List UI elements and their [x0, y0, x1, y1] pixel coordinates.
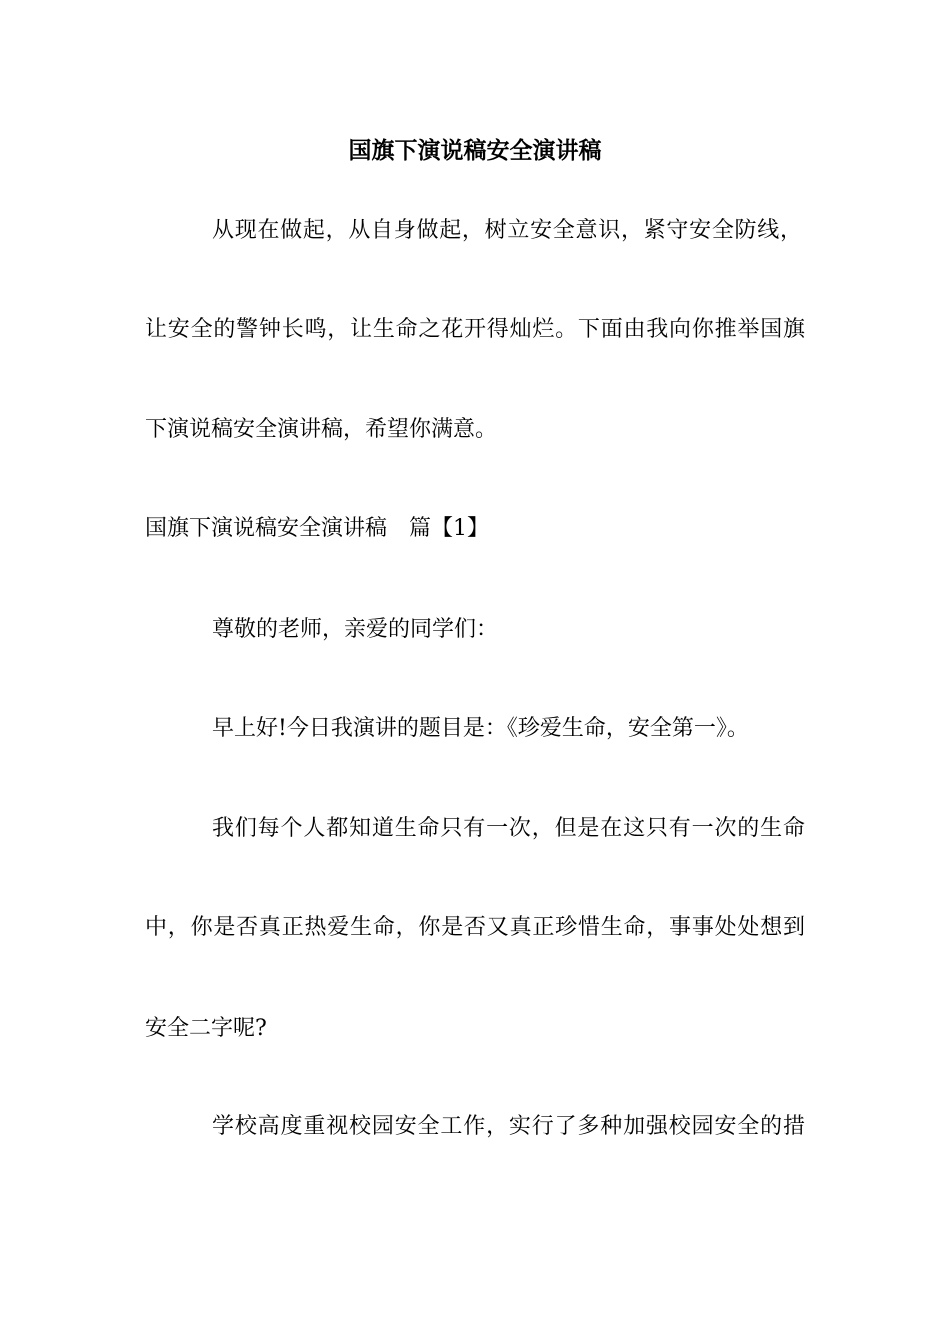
paragraph-line: 中，你是否真正热爱生命，你是否又真正珍惜生命，事事处处想到 [145, 915, 805, 940]
paragraph-line: 从现在做起，从自身做起，树立安全意识，紧守安全防线， [212, 218, 802, 243]
paragraph-line: 尊敬的老师，亲爱的同学们： [212, 617, 499, 642]
section-heading: 国旗下演说稿安全演讲稿 篇【1】 [145, 516, 489, 541]
paragraph-line: 早上好!今日我演讲的题目是：《珍爱生命，安全第一》。 [212, 716, 749, 741]
paragraph-line: 下演说稿安全演讲稿，希望你满意。 [145, 417, 498, 442]
paragraph-line: 安全二字呢? [145, 1016, 267, 1041]
paragraph-line: 我们每个人都知道生命只有一次，但是在这只有一次的生命 [212, 816, 805, 841]
document-title: 国旗下演说稿安全演讲稿 [348, 137, 602, 164]
paragraph-line: 让安全的警钟长鸣，让生命之花开得灿烂。下面由我向你推举国旗 [145, 317, 805, 342]
paragraph-line: 学校高度重视校园安全工作，实行了多种加强校园安全的措 [212, 1114, 805, 1139]
